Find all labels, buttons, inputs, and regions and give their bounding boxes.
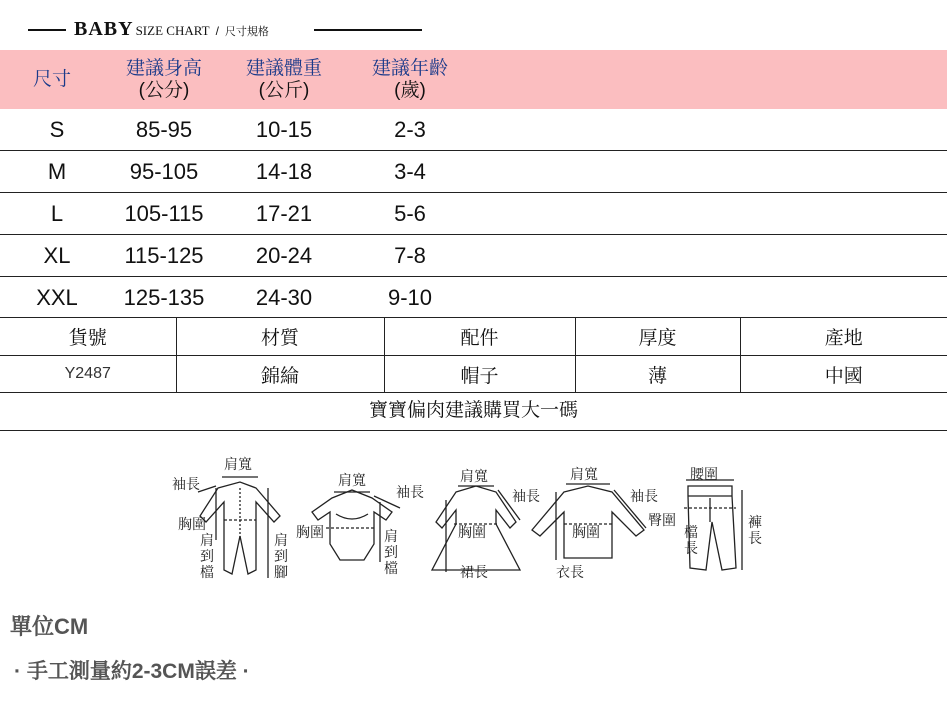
weight-cell: 14-18 — [214, 151, 354, 193]
table-row — [0, 277, 947, 319]
height-cell: 105-115 — [114, 193, 214, 235]
chest-label: 胸圍 — [458, 526, 486, 541]
shoulder-width-label: 肩寬 — [338, 474, 366, 489]
shoulder-width-label: 肩寬 — [460, 470, 488, 485]
size-cell: M — [0, 151, 114, 193]
header-size: 尺寸 — [0, 50, 114, 109]
header-slash: / — [215, 24, 219, 38]
age-cell: 7-8 — [354, 235, 466, 277]
header-height: 建議身高 (公分) — [114, 50, 214, 109]
shoulder-width-label: 肩寬 — [224, 458, 252, 473]
chart-header — [0, 0, 947, 48]
header-title — [74, 18, 269, 41]
shoulder-width-label: 肩寬 — [570, 468, 598, 483]
info-header-row — [0, 318, 947, 356]
shoulder-to-foot-label: 肩 到 腳 — [274, 534, 288, 581]
size-chart-label: SIZE CHART — [135, 23, 210, 38]
chest-label: 胸圍 — [178, 518, 206, 533]
table-row — [0, 109, 947, 151]
waist-label: 腰圍 — [690, 468, 718, 483]
size-table-header — [0, 50, 947, 109]
header-weight: 建議體重 (公斤) — [214, 50, 354, 109]
age-cell: 2-3 — [354, 109, 466, 151]
table-row — [0, 151, 947, 193]
table-row — [0, 193, 947, 235]
header-rule-right — [314, 29, 422, 31]
sleeve-length-label: 袖長 — [630, 490, 658, 505]
size-cell: S — [0, 109, 114, 151]
height-cell: 95-105 — [114, 151, 214, 193]
age-cell: 5-6 — [354, 193, 466, 235]
thickness-value: 薄 — [575, 356, 740, 393]
thickness-header: 厚度 — [575, 318, 740, 356]
sleeve-length-label: 袖長 — [172, 478, 200, 493]
height-cell: 85-95 — [114, 109, 214, 151]
shoulder-to-crotch-label: 肩 到 檔 — [200, 534, 214, 581]
sleeve-length-label: 袖長 — [512, 490, 540, 505]
product-info-table — [0, 317, 947, 393]
origin-value: 中國 — [740, 356, 947, 393]
age-cell: 9-10 — [387, 284, 433, 310]
chest-label: 胸圍 — [572, 526, 600, 541]
size-cell: L — [0, 193, 114, 235]
shoulder-to-crotch-label: 肩 到 檔 — [384, 530, 398, 577]
table-row — [0, 235, 947, 277]
size-chart-label-zh: 尺寸規格 — [224, 26, 269, 38]
measurement-diagrams — [160, 458, 770, 598]
pants-length-label: 褲 長 — [748, 516, 762, 547]
crotch-length-label: 檔 長 — [684, 526, 698, 557]
skirt-length-label: 裙長 — [460, 566, 488, 581]
header-age: 建議年齡 (歲) — [354, 50, 466, 109]
material-value: 錦綸 — [176, 356, 384, 393]
brand-title: BABY — [74, 18, 134, 40]
accessory-value: 帽子 — [384, 356, 575, 393]
item-number-value: Y2487 — [0, 356, 176, 393]
size-advice-note: 寶寶偏肉建議購買大一碼 — [0, 392, 947, 431]
weight-cell: 20-24 — [214, 235, 354, 277]
size-cell: XXL — [36, 284, 78, 310]
age-cell: 3-4 — [354, 151, 466, 193]
tolerance-note: · 手工測量約2-3CM誤差 · — [14, 660, 250, 683]
header-rule-left — [28, 29, 66, 31]
size-table — [0, 50, 947, 318]
weight-cell: 17-21 — [214, 193, 354, 235]
material-header: 材質 — [176, 318, 384, 356]
item-number-header: 貨號 — [0, 318, 176, 356]
size-cell: XL — [0, 235, 114, 277]
height-cell: 115-125 — [114, 235, 214, 277]
top-sketch-icon — [532, 484, 646, 560]
weight-cell: 10-15 — [214, 109, 354, 151]
hip-label: 臀圍 — [648, 514, 676, 529]
accessory-header: 配件 — [384, 318, 575, 356]
sleeve-length-label: 袖長 — [396, 486, 424, 501]
top-length-label: 衣長 — [556, 566, 584, 581]
unit-label: 單位CM — [10, 614, 89, 639]
chest-label: 胸圍 — [296, 526, 324, 541]
header-filler — [466, 50, 947, 109]
origin-header: 產地 — [740, 318, 947, 356]
info-value-row — [0, 356, 947, 393]
weight-cell: 24-30 — [255, 284, 313, 310]
height-cell: 125-135 — [123, 284, 205, 310]
